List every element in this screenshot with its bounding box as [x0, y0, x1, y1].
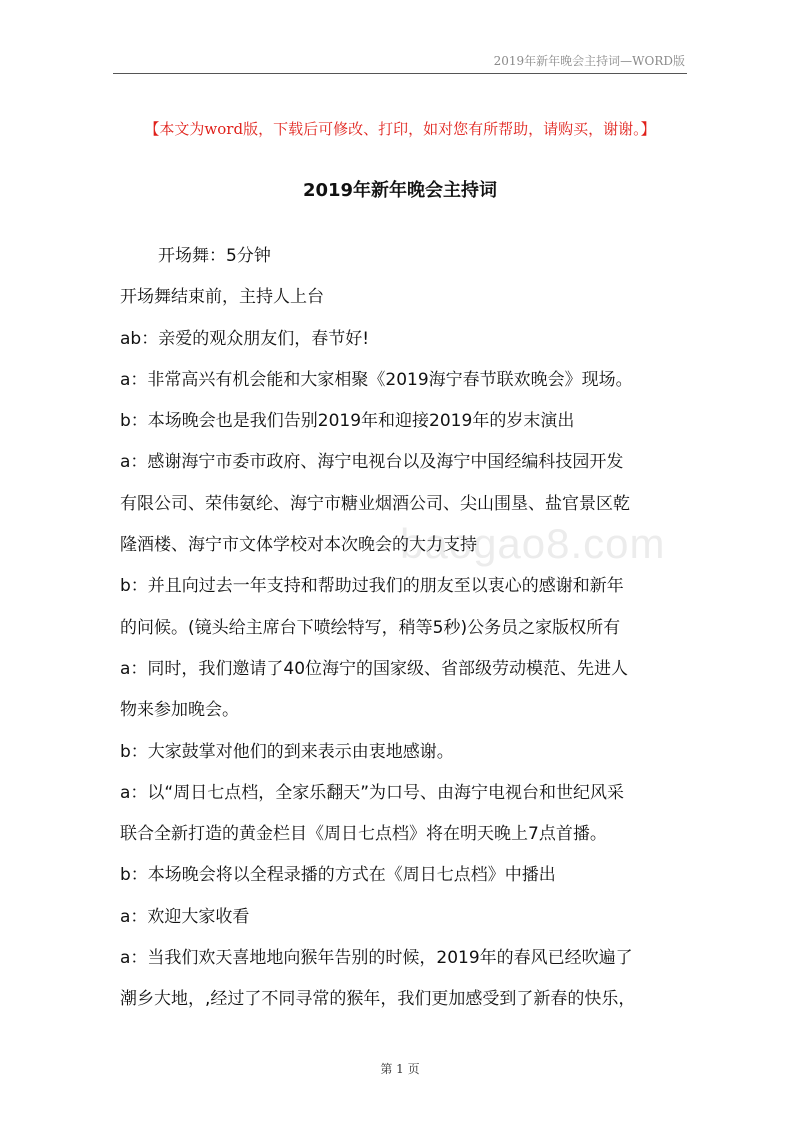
header-divider: [113, 73, 687, 74]
text-line: ab：亲爱的观众朋友们，春节好!: [120, 328, 370, 349]
text-line: b：本场晚会也是我们告别2019年和迎接2019年的岁末演出: [120, 411, 575, 432]
text-line: 潮乡大地，,经过了不同寻常的猴年，我们更加感受到了新春的快乐，: [120, 989, 636, 1010]
text-line: b：大家鼓掌对他们的到来表示由衷地感谢。: [120, 741, 454, 762]
running-header: 2019年新年晚会主持词—WORD版: [493, 54, 685, 68]
text-line: a：当我们欢天喜地地向猴年告别的时候，2019年的春风已经吹遍了: [120, 948, 633, 969]
text-line: b：本场晚会将以全程录播的方式在《周日七点档》中播出: [120, 865, 556, 886]
text-line: a：以“周日七点档，全家乐翻天”为口号、由海宁电视台和世纪风采: [120, 782, 625, 803]
purchase-notice: 【本文为word版，下载后可修改、打印，如对您有所帮助，请购买，谢谢。】: [144, 120, 656, 138]
page-number: 第 1 页: [380, 1062, 420, 1076]
text-line: 的问候。(镜头给主席台下喷绘特写，稍等5秒)公务员之家版权所有: [120, 617, 621, 638]
text-line: a：欢迎大家收看: [120, 906, 250, 927]
text-line: 开场舞：5分钟: [158, 246, 271, 266]
document-body: [120, 236, 690, 1021]
watermark: baogao8.com: [400, 520, 666, 567]
text-line: a：非常高兴有机会能和大家相聚《2019海宁春节联欢晚会》现场。: [120, 369, 633, 390]
text-line: 联合全新打造的黄金栏目《周日七点档》将在明天晚上7点首播。: [120, 824, 607, 845]
text-line: b：并且向过去一年支持和帮助过我们的朋友至以衷心的感谢和新年: [120, 576, 624, 597]
text-line: a：感谢海宁市委市政府、海宁电视台以及海宁中国经编科技园开发: [120, 452, 624, 473]
text-line: 物来参加晚会。: [120, 700, 239, 721]
text-line: a：同时，我们邀请了40位海宁的国家级、省部级劳动模范、先进人: [120, 658, 629, 679]
text-line: 开场舞结束前，主持人上台: [120, 287, 324, 308]
text-line: 有限公司、荣伟氨纶、海宁市糖业烟酒公司、尖山围垦、盐官景区乾: [120, 493, 630, 514]
text-line: 隆酒楼、海宁市文体学校对本次晚会的大力支持: [120, 535, 477, 556]
document-title: 2019年新年晚会主持词: [302, 180, 498, 201]
